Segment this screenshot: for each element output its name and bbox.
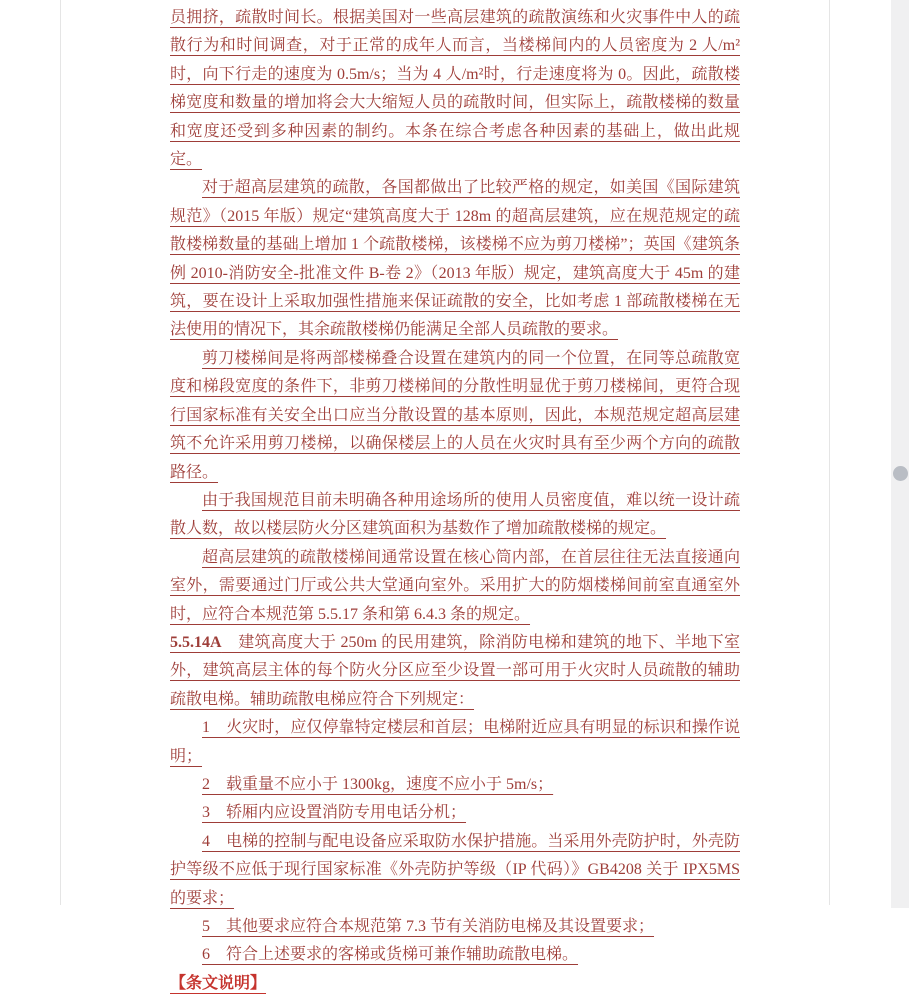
item-number: 5 <box>202 918 210 935</box>
paragraph-text: 建筑高度大于 250m 的民用建筑，除消防电梯和建筑的地下、半地下室外，建筑高层主体的每个防火分区应至少设置一部可用于火灾时人员疏散的辅助疏散电梯。辅助疏散电梯应符合下列规定： <box>170 633 740 708</box>
clause-paragraph <box>170 629 740 714</box>
clause-item <box>170 913 740 941</box>
paragraph-text: 载重量不应小于 1300kg，速度不应小于 5m/s； <box>210 775 554 793</box>
paragraph: 员拥挤，疏散时间长。根据美国对一些高层建筑的疏散演练和火灾事件中人的疏散行为和时间调查，对于正常的成年人而言，当楼梯间内的人员密度为 2 人/m²时，向下行走的速度为 0.5m/s；当为 4 人/m²时，行走速度将为 0。因此，疏散楼梯宽度和数量的增加将会大大缩短人员的疏散时间，但实际上，疏散楼梯的数量和宽度还受到多种因素的制约。本条在综合考虑各种因素的基础上，做出此规定。 <box>170 9 740 169</box>
clause-item <box>170 828 740 913</box>
paragraph-text: 电梯的控制与配电设备应采取防水保护措施。当采用外壳防护时，外壳防护等级不应低于现行国家标准《外壳防护等级（IP 代码）》GB4208 关于 IPX5MS 的要求； <box>170 832 740 907</box>
paragraph: 由于我国规范目前未明确各种用途场所的使用人员密度值，难以统一设计疏散人数，故以楼层防火分区建筑面积为基数作了增加疏散楼梯的规定。 <box>170 491 740 538</box>
paragraph-text: 轿厢内应设置消防专用电话分机； <box>210 804 467 822</box>
item-number: 4 <box>202 832 210 850</box>
paragraph-text: 火灾时，应仅停靠特定楼层和首层；电梯附近应具有明显的标识和操作说明； <box>170 719 740 765</box>
app-background-strip <box>891 0 909 908</box>
paragraph: 对于超高层建筑的疏散，各国都做出了比较严格的规定，如美国《国际建筑规范》（2015 年版）规定“建筑高度大于 128m 的超高层建筑，应在规范规定的疏散楼梯数量的基础上增加 1 个疏散楼梯，该楼梯不应为剪刀楼梯”；英国《建筑条例 2010-消防安全-批准文件 B-卷 2》（2013 年版）规定，建筑高度大于 45m 的建筑，要在设计上采取加强性措施来保证疏散的安全，比如考虑 1 部疏散楼梯在无法使用的情况下，其余疏散楼梯仍能满足全部人员疏散的要求。 <box>170 179 740 339</box>
clause-item <box>170 799 740 827</box>
page-edge-line-left <box>60 0 61 905</box>
document-text-column <box>170 4 740 998</box>
item-number: 1 <box>202 719 210 737</box>
paragraph: 超高层建筑的疏散楼梯间通常设置在核心筒内部，在首层往往无法直接通向室外，需要通过门厅或公共大堂通向室外。采用扩大的防烟楼梯间前室直通室外时，应符合本规范第 5.5.17 条和第 6.4.3 条的规定。 <box>170 548 740 623</box>
clause-item <box>170 771 740 799</box>
page-edge-line-right <box>829 0 830 905</box>
paragraph: 剪刀楼梯间是将两部楼梯叠合设置在建筑内的同一个位置，在同等总疏散宽度和梯段宽度的条件下，非剪刀楼梯间的分散性明显优于剪刀楼梯间，更符合现行国家标准有关安全出口应当分散设置的基本原则，因此，本规范规定超高层建筑不允许采用剪刀楼梯，以确保楼层上的人员在火灾时具有至少两个方向的疏散路径。 <box>170 349 740 481</box>
item-number: 2 <box>202 775 210 793</box>
commentary-section-heading: 【条文说明】 <box>170 974 267 992</box>
clause-item <box>170 941 740 969</box>
paragraph-text: 符合上述要求的客梯或货梯可兼作辅助疏散电梯。 <box>210 946 579 964</box>
clause-number: 5.5.14A <box>170 633 222 651</box>
item-number: 6 <box>202 946 210 964</box>
paragraph-text: 其他要求应符合本规范第 7.3 节有关消防电梯及其设置要求； <box>210 918 655 935</box>
scroll-indicator-dot[interactable] <box>893 466 908 481</box>
clause-item <box>170 714 740 771</box>
item-number: 3 <box>202 804 210 822</box>
